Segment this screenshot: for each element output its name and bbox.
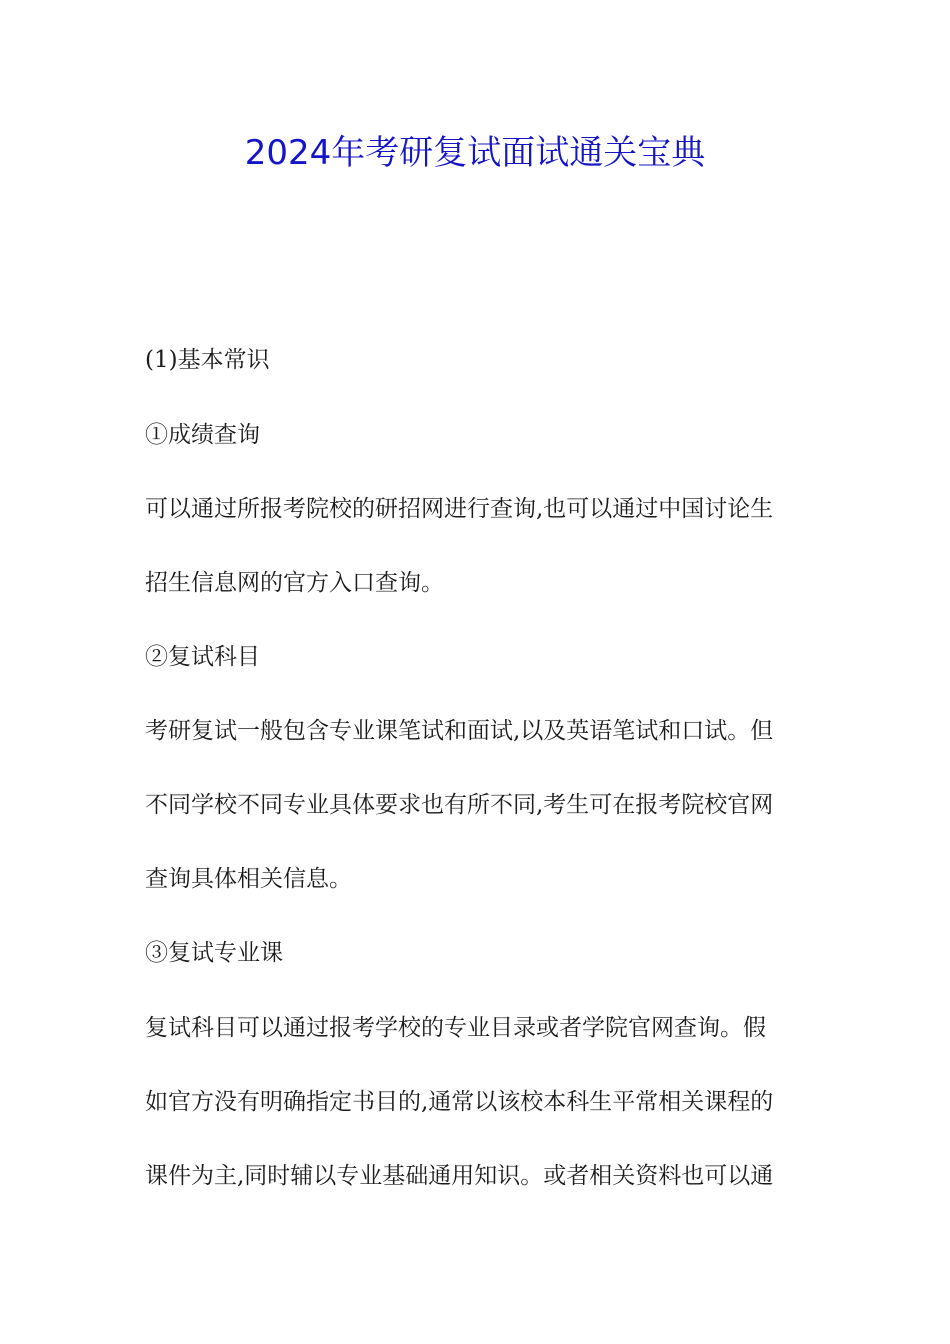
paragraph-line: 查询具体相关信息。 — [145, 866, 352, 892]
paragraph-line: 课件为主,同时辅以专业基础通用知识。或者相关资料也可以通 — [145, 1163, 774, 1189]
paragraph-line: 考研复试一般包含专业课笔试和面试,以及英语笔试和口试。但 — [145, 718, 774, 744]
paragraph-line: 招生信息网的官方入口查询。 — [145, 570, 444, 596]
paragraph-line: 复试科目可以通过报考学校的专业目录或者学院官网查询。假 — [145, 1015, 766, 1041]
paragraph-line: 可以通过所报考院校的研招网进行查询,也可以通过中国讨论生 — [145, 496, 774, 522]
subheading-score-query: ①成绩查询 — [145, 422, 260, 448]
subheading-retest-major-courses: ③复试专业课 — [145, 940, 283, 966]
subheading-retest-subjects: ②复试科目 — [145, 644, 260, 670]
document-title: 2024年考研复试面试通关宝典 — [244, 133, 706, 173]
section-heading-basic-knowledge: (1)基本常识 — [145, 347, 270, 373]
paragraph-line: 不同学校不同专业具体要求也有所不同,考生可在报考院校官网 — [145, 792, 774, 818]
paragraph-line: 如官方没有明确指定书目的,通常以该校本科生平常相关课程的 — [145, 1089, 774, 1115]
